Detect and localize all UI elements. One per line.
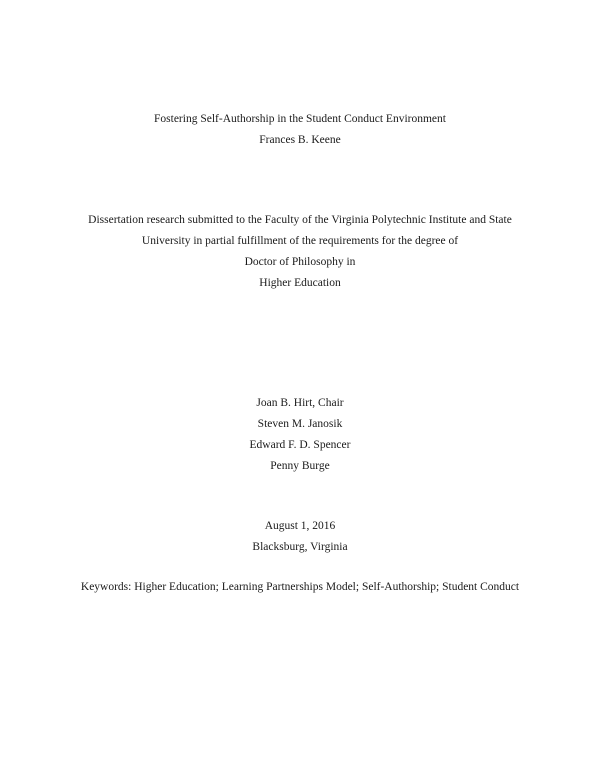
submission-statement-line-1: Dissertation research submitted to the Faculty of the Virginia Polytechnic Institute and State: [88, 214, 512, 226]
submission-date: August 1, 2016: [264, 520, 336, 532]
degree-line: Doctor of Philosophy in: [244, 256, 356, 268]
committee-member: Penny Burge: [270, 460, 330, 472]
field-line: Higher Education: [259, 277, 341, 289]
submission-place: Blacksburg, Virginia: [252, 541, 348, 553]
dissertation-title: Fostering Self-Authorship in the Student Conduct Environment: [154, 113, 446, 125]
submission-statement-line-2: University in partial fulfillment of the requirements for the degree of: [141, 235, 459, 247]
committee-member: Edward F. D. Spencer: [249, 439, 351, 451]
keywords: Keywords: Higher Education; Learning Partnerships Model; Self-Authorship; Student Conduct: [80, 581, 520, 593]
committee-member: Steven M. Janosik: [257, 418, 343, 430]
author-name: Frances B. Keene: [259, 134, 341, 146]
committee-chair: Joan B. Hirt, Chair: [256, 397, 344, 409]
